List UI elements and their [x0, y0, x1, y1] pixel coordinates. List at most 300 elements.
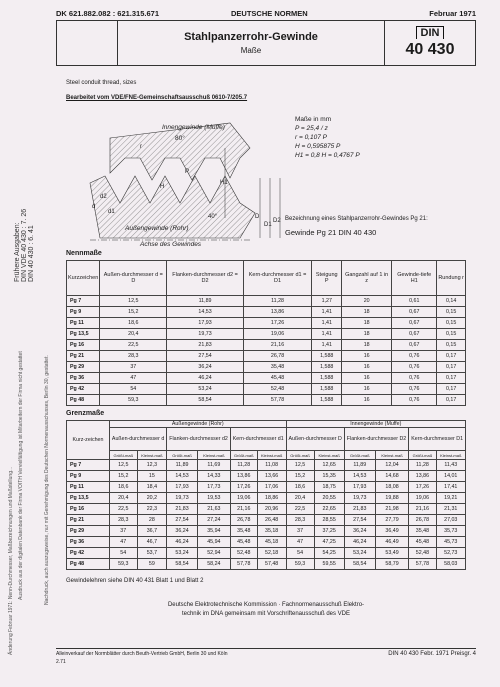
table-cell: 1,41	[312, 340, 342, 351]
table-cell: 11,28	[409, 460, 436, 471]
table-cell: 14,33	[197, 471, 230, 482]
table-cell: 15	[137, 471, 167, 482]
table-cell: 11,28	[243, 296, 312, 307]
table-cell: 37	[286, 526, 314, 537]
table-cell: 22,65	[314, 504, 344, 515]
limit-header: Größt-maß	[286, 451, 314, 460]
table-cell: 36,24	[167, 526, 198, 537]
row-label: Pg 16	[67, 340, 100, 351]
table-cell: 15,2	[100, 307, 167, 318]
table-cell: 21,16	[409, 504, 436, 515]
svg-text:r: r	[140, 144, 142, 150]
table-cell: 0,17	[437, 362, 466, 373]
table-row	[67, 471, 466, 482]
table-cell: 0,67	[392, 318, 437, 329]
table-cell: 27,54	[167, 351, 243, 362]
table-cell: 57,78	[243, 395, 312, 406]
svg-text:D2: D2	[273, 218, 281, 224]
table-cell: 46,24	[344, 537, 375, 548]
table-cell: 26,78	[409, 515, 436, 526]
table-cell: 27,03	[436, 515, 465, 526]
table-cell: 0,67	[392, 329, 437, 340]
column-header: Flanken-durchmesser d2 = D2	[167, 261, 243, 296]
table-cell: 11,28	[230, 460, 257, 471]
source-note: Bearbeitet vom VDE/FNE-Gemeinschaftsausschuß 0610-7/205.7	[66, 95, 248, 101]
row-label: Pg 42	[67, 384, 100, 395]
column-header: Rundung r	[437, 261, 466, 296]
table-cell: 57,78	[230, 559, 257, 570]
table-cell: 45,94	[197, 537, 230, 548]
row-label: Pg 11	[67, 318, 100, 329]
row-label: Pg 29	[67, 362, 100, 373]
table-cell: 19,73	[167, 493, 198, 504]
table-row	[67, 373, 466, 384]
table-cell: 20,4	[286, 493, 314, 504]
table-cell: 59,3	[286, 559, 314, 570]
svg-text:P: P	[185, 169, 190, 175]
table-cell: 14,68	[375, 471, 409, 482]
table-cell: 15,2	[110, 471, 138, 482]
table-cell: 58,54	[344, 559, 375, 570]
classification: DK 621.882.082 : 621.315.671	[56, 9, 159, 18]
row-label: Pg 36	[67, 537, 110, 548]
grenzmasse-table: Kurz-zeichen Außengewinde (Rohr) Innengewinde (Muffe) Außen-durchmesser d Flanken-durchmesser d2 Kern-durchmesser d1 Außen-durchmesser D Flanken-durchmesser D2 Kern-durchmesser D1 Größt-maß Kleinst-maß Größt-maß Kleinst-maß Größt-maß Kleinst-maß Größt-maß Kleinst-maß Größt-maß Kleinst-maß Größt-maß Kleinst-maß Pg 7 12,5 12,3 11,89 11,69 11,28 11,08 12,5 12,65 11,89 12,04 11,28 11,43 Pg 9 15,2 15 14,53 14,33 13,86 13,66 15,2 15,35 14,53 14,68 13,86 14,01 Pg 11 18,6 18,4 17,93 17,73 17,26 17,06 18,6 18,75 17,93 18,08 17,26 17,41 Pg 13,5 20,4 20,2 19,73 19,53 19,06 18,86 20,4 20,55 19,73 19,88 19,06 19,21 Pg 16 22,5 22,3 21,83 21,63 21,16 20,96 22,5 22,65 21,83 21,98 21,16 21,31 Pg 21 28,3 28 27,54 27,24 26,78 26,48 28,3 28,55 27,54 27,79 26,78 27,03 Pg 29 37 36,7 36,24 35,94 35,48 35,18 37 37,25 36,24 36,49 35,48 35,73 Pg 36 47 46,7 46,24 45,94 45,48 45,18 47 47,25 46,24 46,49 45,48 45,73 Pg 42 54 53,7 53,24 52,94 52,48 52,18 54 54,25 53,24 53,49 52,48 52,73 Pg 48 59,3 59 58,54 58,24 57,78 57,48 59,3 59,55 58,54 58,79 57,78 58,03	[66, 420, 466, 570]
table-cell: 45,73	[436, 537, 465, 548]
table-cell: 47,25	[314, 537, 344, 548]
table-cell: 46,7	[137, 537, 167, 548]
table-cell: 0,61	[392, 296, 437, 307]
svg-text:40°: 40°	[208, 214, 218, 220]
footer-right: DIN 40 430 Febr. 1971 Preisgr. 4	[388, 651, 476, 657]
table-cell: 58,79	[375, 559, 409, 570]
reproduction-note: Ausdruck aus der digitalen Datenbank der Firma VOITH Vervielfältigung ist Mitarbeitern der Firma nicht gestattet	[18, 351, 24, 600]
column-header: Kern-durchmesser d1 = D1	[243, 261, 312, 296]
table-cell: 1,41	[312, 329, 342, 340]
table-cell: 53,24	[167, 548, 198, 559]
table-cell: 13,86	[230, 471, 257, 482]
table-cell: 12,5	[110, 460, 138, 471]
table-cell: 14,53	[167, 307, 243, 318]
table-cell: 52,48	[230, 548, 257, 559]
internal-thread-label: Innengewinde (Muffe)	[162, 124, 225, 131]
table-cell: 16	[342, 384, 392, 395]
table-cell: 19,06	[243, 329, 312, 340]
table-cell: 17,26	[409, 482, 436, 493]
table-cell: 54	[100, 384, 167, 395]
table-cell: 58,54	[167, 395, 243, 406]
limit-header: Kleinst-maß	[257, 451, 286, 460]
table-cell: 47	[286, 537, 314, 548]
date: Februar 1971	[429, 9, 476, 18]
table-cell: 15,35	[314, 471, 344, 482]
table-cell: 16	[342, 351, 392, 362]
table-cell: 0,67	[392, 307, 437, 318]
table-cell: 58,24	[197, 559, 230, 570]
nennmasse-header-row	[67, 261, 466, 296]
table-row	[67, 548, 466, 559]
din-label: DIN	[416, 26, 445, 39]
formula-title: Maße in mm	[295, 116, 332, 123]
table-cell: 20,4	[100, 329, 167, 340]
table-row	[67, 351, 466, 362]
page-title: Stahlpanzerrohr-Gewinde	[184, 31, 318, 43]
limit-header: Größt-maß	[167, 451, 198, 460]
limit-header: Größt-maß	[110, 451, 138, 460]
table-cell: 47	[110, 537, 138, 548]
footer	[56, 648, 476, 665]
page-subtitle: Maße	[240, 46, 262, 55]
table-cell: 17,93	[344, 482, 375, 493]
table-cell: 46,24	[167, 373, 243, 384]
table-cell: 0,14	[437, 296, 466, 307]
thread-profile-diagram	[80, 118, 290, 248]
table-cell: 18,08	[375, 482, 409, 493]
table-cell: 1,588	[312, 373, 342, 384]
table-cell: 28,3	[110, 515, 138, 526]
table-cell: 58,54	[167, 559, 198, 570]
table-cell: 0,67	[392, 340, 437, 351]
table-cell: 52,94	[197, 548, 230, 559]
table-cell: 27,54	[344, 515, 375, 526]
table-cell: 14,53	[167, 471, 198, 482]
table-row	[67, 329, 466, 340]
table-cell: 18	[342, 307, 392, 318]
table-row	[67, 559, 466, 570]
table-row	[67, 482, 466, 493]
svg-text:D: D	[255, 214, 260, 220]
table-row	[67, 296, 466, 307]
table-cell: 59,3	[100, 395, 167, 406]
table-row	[67, 493, 466, 504]
table-cell: 35,48	[230, 526, 257, 537]
column-header: Außen-durchmesser d = D	[100, 261, 167, 296]
table-cell: 1,588	[312, 395, 342, 406]
table-cell: 45,18	[257, 537, 286, 548]
table-cell: 28	[137, 515, 167, 526]
table-row	[67, 362, 466, 373]
row-label: Pg 11	[67, 482, 110, 493]
title-box	[56, 20, 476, 66]
designation-value: Gewinde Pg 21 DIN 40 430	[285, 228, 377, 237]
designation-text: Bezeichnung eines Stahlpanzerrohr-Gewindes Pg 21:	[285, 216, 428, 222]
table-cell: 19,53	[197, 493, 230, 504]
column-header: Flanken-durchmesser d2	[167, 428, 231, 451]
table-cell: 19,06	[230, 493, 257, 504]
table-cell: 18	[342, 329, 392, 340]
table-cell: 46,24	[167, 537, 198, 548]
table-row	[67, 384, 466, 395]
row-label: Pg 9	[67, 307, 100, 318]
table-cell: 14,01	[436, 471, 465, 482]
table-cell: 1,588	[312, 362, 342, 373]
column-header: Kurzzeichen	[67, 261, 100, 296]
table-cell: 17,93	[167, 318, 243, 329]
publisher: DEUTSCHE NORMEN	[231, 9, 308, 18]
table-cell: 19,21	[436, 493, 465, 504]
table-cell: 17,26	[243, 318, 312, 329]
table-cell: 11,89	[167, 460, 198, 471]
table-cell: 45,48	[230, 537, 257, 548]
table-cell: 11,08	[257, 460, 286, 471]
din-box	[384, 21, 475, 65]
table-cell: 19,73	[167, 329, 243, 340]
formula-block: Maße in mm P = 25,4 / z r = 0,107 P H = 0,595875 P H1 = 0,8 H = 0,4767 P	[295, 116, 360, 159]
change-note: Änderung Februar 1971: Nenn-Durchmesser, Maßbezeichnungen und Maßstellung...	[8, 466, 14, 655]
table-cell: 21,31	[436, 504, 465, 515]
din-number: 40 430	[405, 41, 455, 58]
table-row	[67, 318, 466, 329]
gauges-note: Gewindelehren siehe DIN 40 431 Blatt 1 und Blatt 2	[66, 578, 204, 584]
table-cell: 58,03	[436, 559, 465, 570]
table-cell: 35,94	[197, 526, 230, 537]
table-cell: 47	[100, 373, 167, 384]
svg-text:d2: d2	[100, 194, 107, 200]
table-row	[67, 460, 466, 471]
svg-text:d: d	[92, 204, 96, 210]
table-cell: 0,76	[392, 395, 437, 406]
earlier-editions: Frühere Ausgaben: DIN VDE 40 430 : 7. 26 DIN 40 430 : 6. 41	[14, 208, 35, 282]
table-cell: 35,48	[243, 362, 312, 373]
column-header: Kern-durchmesser D1	[409, 428, 466, 451]
table-cell: 11,69	[197, 460, 230, 471]
table-row	[67, 504, 466, 515]
footer-left: Alleinverkauf der Normblätter durch Beuth-Vertrieb GmbH, Berlin 30 und Köln	[56, 651, 228, 657]
table-cell: 21,83	[344, 504, 375, 515]
table-cell: 0,15	[437, 329, 466, 340]
table-cell: 21,83	[167, 340, 243, 351]
table-cell: 12,04	[375, 460, 409, 471]
table-cell: 13,86	[243, 307, 312, 318]
table-cell: 37	[100, 362, 167, 373]
column-header: Gewinde-tiefe H1	[392, 261, 437, 296]
table-cell: 12,65	[314, 460, 344, 471]
table-cell: 21,98	[375, 504, 409, 515]
table-cell: 28,55	[314, 515, 344, 526]
table-cell: 0,76	[392, 384, 437, 395]
table-cell: 54,25	[314, 548, 344, 559]
table-row	[67, 395, 466, 406]
table-cell: 28,3	[100, 351, 167, 362]
table-cell: 17,26	[230, 482, 257, 493]
limit-header: Kleinst-maß	[197, 451, 230, 460]
table-cell: 18,86	[257, 493, 286, 504]
table-cell: 13,86	[409, 471, 436, 482]
table-cell: 57,48	[257, 559, 286, 570]
table-row	[67, 515, 466, 526]
table-cell: 1,41	[312, 307, 342, 318]
commission-line1: Deutsche Elektrotechnische Kommission · Fachnormenausschuß Elektro-	[167, 602, 365, 608]
table-row	[67, 340, 466, 351]
table-cell: 21,16	[243, 340, 312, 351]
table-cell: 21,83	[167, 504, 198, 515]
table-cell: 0,17	[437, 395, 466, 406]
commission-line2: technik im DNA gemeinsam mit Vorschriftenausschuß des VDE	[181, 611, 351, 617]
table-cell: 1,588	[312, 351, 342, 362]
table-cell: 13,66	[257, 471, 286, 482]
limit-header: Kleinst-maß	[375, 451, 409, 460]
table-row	[67, 307, 466, 318]
table-cell: 54	[286, 548, 314, 559]
printing-note: Nachdruck, auch auszugsweise, nur mit Genehmigung des Deutschen Normenausschusses, Berlin 30, gestattet.	[44, 355, 50, 605]
table-row	[67, 537, 466, 548]
table-cell: 35,48	[409, 526, 436, 537]
table-cell: 12,5	[286, 460, 314, 471]
table-cell: 19,73	[344, 493, 375, 504]
table-cell: 52,48	[409, 548, 436, 559]
table-cell: 16	[342, 362, 392, 373]
column-header: Kern-durchmesser d1	[230, 428, 286, 451]
row-label: Pg 13,5	[67, 493, 110, 504]
table-cell: 53,7	[137, 548, 167, 559]
table-cell: 19,06	[409, 493, 436, 504]
table-cell: 0,17	[437, 373, 466, 384]
table-cell: 21,16	[230, 504, 257, 515]
table-cell: 16	[342, 395, 392, 406]
table-cell: 27,24	[197, 515, 230, 526]
grenzmasse-heading: Grenzmaße	[66, 410, 105, 417]
table-cell: 20,96	[257, 504, 286, 515]
table-cell: 22,5	[100, 340, 167, 351]
table-cell: 1,27	[312, 296, 342, 307]
row-label: Pg 21	[67, 515, 110, 526]
table-cell: 0,17	[437, 384, 466, 395]
table-cell: 11,89	[344, 460, 375, 471]
table-cell: 18,6	[286, 482, 314, 493]
table-cell: 53,49	[375, 548, 409, 559]
row-label: Pg 36	[67, 373, 100, 384]
table-cell: 21,63	[197, 504, 230, 515]
table-cell: 18,4	[137, 482, 167, 493]
table-cell: 52,18	[257, 548, 286, 559]
title-main	[117, 21, 385, 65]
row-label: Pg 9	[67, 471, 110, 482]
table-cell: 53,24	[167, 384, 243, 395]
limit-header: Kleinst-maß	[137, 451, 167, 460]
table-cell: 36,7	[137, 526, 167, 537]
table-cell: 0,17	[437, 351, 466, 362]
table-cell: 17,93	[167, 482, 198, 493]
table-cell: 45,48	[243, 373, 312, 384]
table-cell: 18	[342, 340, 392, 351]
table-cell: 52,48	[243, 384, 312, 395]
table-cell: 0,76	[392, 362, 437, 373]
row-label: Pg 7	[67, 460, 110, 471]
limit-header: Größt-maß	[230, 451, 257, 460]
row-label: Pg 48	[67, 395, 100, 406]
table-cell: 59	[137, 559, 167, 570]
limit-header: Größt-maß	[409, 451, 436, 460]
row-label: Pg 48	[67, 559, 110, 570]
table-cell: 22,3	[137, 504, 167, 515]
table-cell: 26,78	[243, 351, 312, 362]
table-cell: 37	[110, 526, 138, 537]
table-cell: 20,2	[137, 493, 167, 504]
table-cell: 0,15	[437, 307, 466, 318]
svg-text:d1: d1	[108, 209, 115, 215]
table-cell: 35,18	[257, 526, 286, 537]
table-cell: 17,73	[197, 482, 230, 493]
table-cell: 36,49	[375, 526, 409, 537]
table-cell: 0,15	[437, 340, 466, 351]
table-cell: 17,06	[257, 482, 286, 493]
table-cell: 20,4	[110, 493, 138, 504]
table-cell: 18,6	[100, 318, 167, 329]
column-header: Außen-durchmesser d	[110, 428, 167, 451]
table-cell: 46,49	[375, 537, 409, 548]
table-cell: 16	[342, 373, 392, 384]
table-cell: 15,2	[286, 471, 314, 482]
table-cell: 18,75	[314, 482, 344, 493]
table-cell: 22,5	[110, 504, 138, 515]
limit-header: Größt-maß	[344, 451, 375, 460]
table-cell: 18	[342, 318, 392, 329]
table-cell: 12,5	[100, 296, 167, 307]
column-header: Flanken-durchmesser D2	[344, 428, 409, 451]
column-header: Außen-durchmesser D	[286, 428, 344, 451]
table-cell: 36,24	[344, 526, 375, 537]
table-cell: 45,48	[409, 537, 436, 548]
table-cell: 57,78	[409, 559, 436, 570]
table-cell: 37,25	[314, 526, 344, 537]
table-cell: 12,3	[137, 460, 167, 471]
table-cell: 27,54	[167, 515, 198, 526]
row-label: Pg 29	[67, 526, 110, 537]
table-cell: 14,53	[344, 471, 375, 482]
external-thread-label: Außengewinde (Rohr)	[125, 225, 189, 232]
table-cell: 0,15	[437, 318, 466, 329]
axis-label: Achse des Gewindes	[140, 241, 202, 248]
footer-code: 2.71	[56, 659, 66, 665]
english-title: Steel conduit thread, sizes	[66, 80, 137, 86]
table-cell: 59,55	[314, 559, 344, 570]
table-cell: 17,41	[436, 482, 465, 493]
table-row	[67, 526, 466, 537]
table-cell: 11,43	[436, 460, 465, 471]
table-cell: 11,89	[167, 296, 243, 307]
table-cell: 26,48	[257, 515, 286, 526]
svg-text:H1: H1	[220, 180, 228, 186]
table-cell: 59,3	[110, 559, 138, 570]
table-cell: 19,88	[375, 493, 409, 504]
row-label: Pg 16	[67, 504, 110, 515]
nennmasse-table	[66, 260, 466, 406]
limit-header: Kleinst-maß	[314, 451, 344, 460]
table-cell: 1,41	[312, 318, 342, 329]
limit-header: Kleinst-maß	[436, 451, 465, 460]
svg-text:H: H	[160, 184, 165, 190]
nennmasse-heading: Nennmaße	[66, 250, 102, 257]
table-cell: 53,24	[344, 548, 375, 559]
row-label: Pg 13,5	[67, 329, 100, 340]
table-cell: 52,73	[436, 548, 465, 559]
column-header: Steigung P	[312, 261, 342, 296]
row-label: Pg 42	[67, 548, 110, 559]
svg-text:D1: D1	[264, 222, 272, 228]
angle-label: 80°	[175, 135, 185, 142]
table-cell: 36,24	[167, 362, 243, 373]
table-cell: 26,78	[230, 515, 257, 526]
table-cell: 35,73	[436, 526, 465, 537]
row-label: Pg 7	[67, 296, 100, 307]
column-header: Gangzahl auf 1 in z	[342, 261, 392, 296]
table-cell: 18,6	[110, 482, 138, 493]
table-cell: 20,55	[314, 493, 344, 504]
header-line	[56, 6, 476, 20]
table-cell: 54	[110, 548, 138, 559]
table-cell: 20	[342, 296, 392, 307]
table-cell: 0,76	[392, 373, 437, 384]
table-cell: 22,5	[286, 504, 314, 515]
